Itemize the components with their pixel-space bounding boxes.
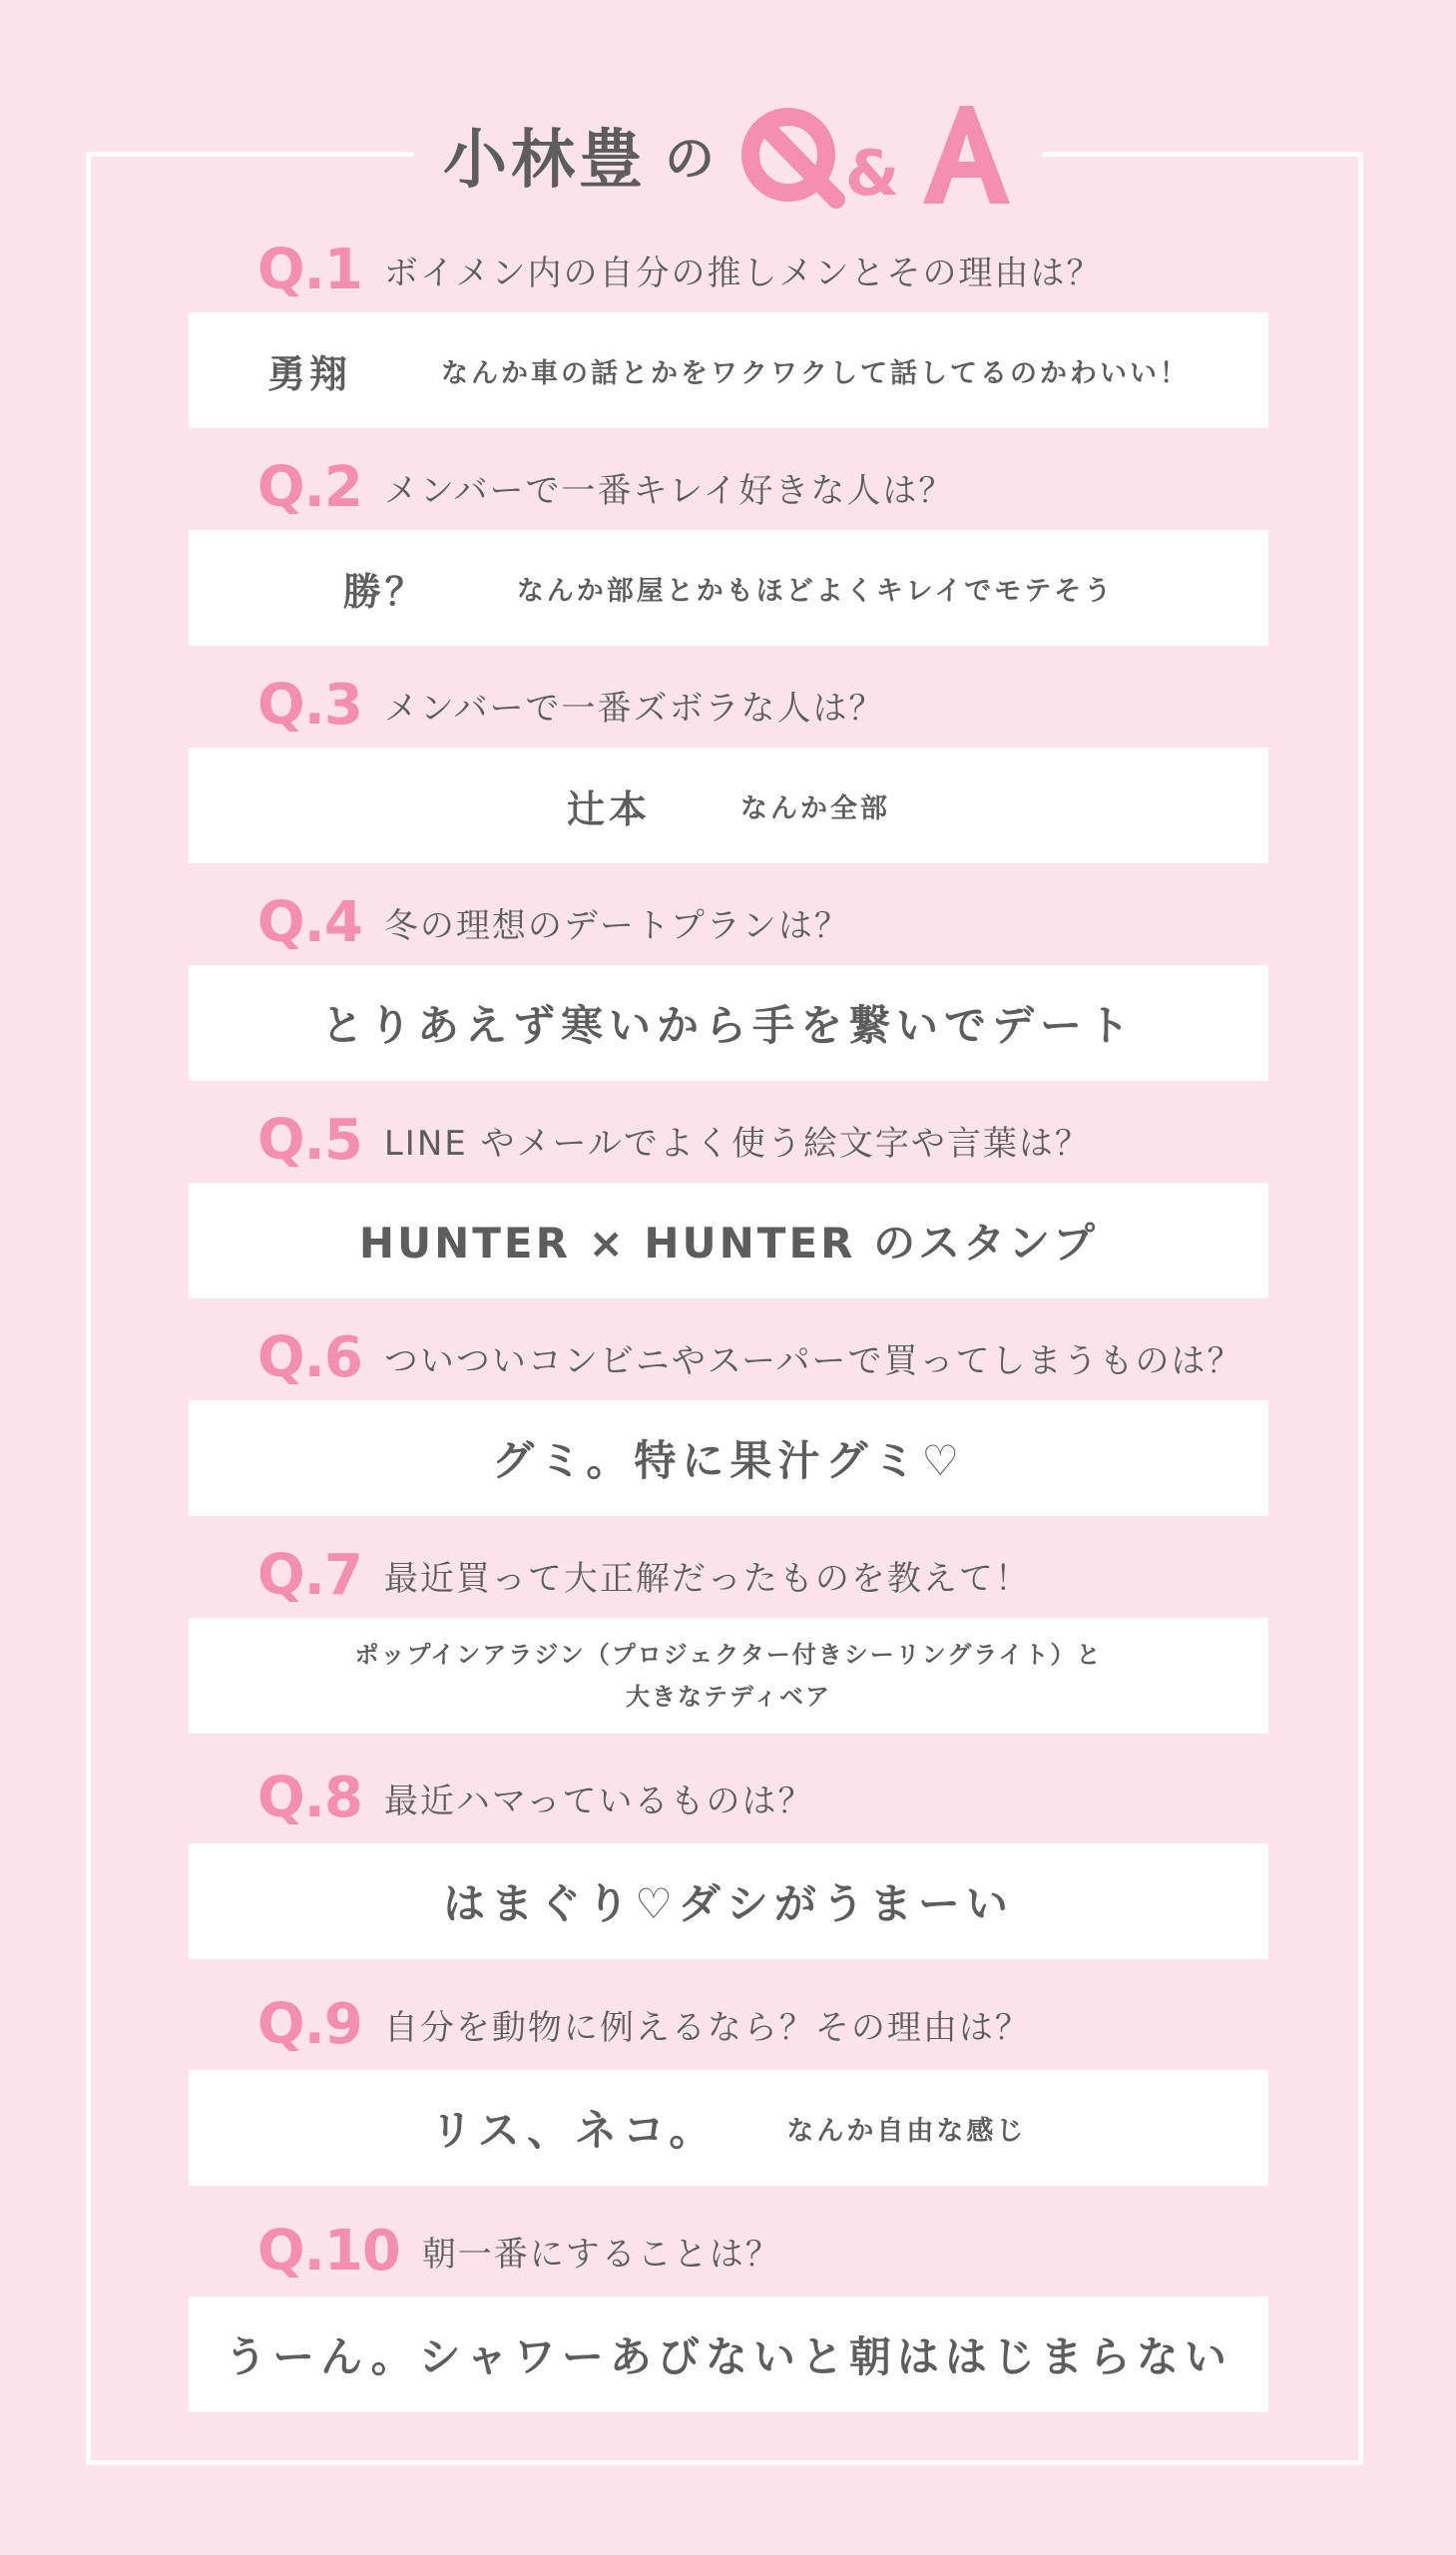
question-number: Q.2 xyxy=(257,454,362,520)
question-6 xyxy=(257,1322,1242,1392)
question-number: Q.10 xyxy=(257,2218,400,2284)
answer-note: なんか全部 xyxy=(740,792,890,824)
question-text: 最近買って大正解だったものを教えて！ xyxy=(383,1558,1031,1599)
answer-8 xyxy=(189,1843,1268,1959)
question-text: 自分を動物に例えるなら？その理由は？ xyxy=(383,2007,1031,2048)
answer-3 xyxy=(189,748,1268,863)
answer-5 xyxy=(189,1183,1268,1298)
svg-text:&: & xyxy=(845,137,900,210)
answer-2 xyxy=(189,530,1268,646)
question-text: LINE やメールでよく使う絵文字や言葉は？ xyxy=(383,1123,1091,1164)
answer-text: はまぐり♡ダシがうまーい xyxy=(443,1879,1014,1928)
header-name: 小林豊 xyxy=(443,124,647,198)
question-text: メンバーで一番キレイ好きな人は？ xyxy=(383,470,955,511)
question-text: 最近ハマっているものは？ xyxy=(383,1781,814,1821)
question-8 xyxy=(257,1763,813,1832)
question-4 xyxy=(257,887,850,957)
header-particle: の xyxy=(665,130,715,188)
question-text: 冬の理想のデートプランは？ xyxy=(383,905,850,946)
question-text: ついついコンビニやスーパーで買ってしまうものは？ xyxy=(383,1340,1243,1381)
answer-text-line2: 大きなテディベア xyxy=(625,1683,832,1711)
answer-6 xyxy=(189,1400,1268,1516)
answer-text: 勇翔 xyxy=(266,351,351,396)
question-number: Q.8 xyxy=(257,1765,362,1830)
answer-text: とりあえず寒いから手を繋いでデート xyxy=(320,1001,1136,1050)
question-2 xyxy=(257,452,954,522)
answer-10 xyxy=(189,2297,1268,2412)
question-text: メンバーで一番ズボラな人は？ xyxy=(383,688,885,729)
question-number: Q.3 xyxy=(257,672,362,738)
answer-4 xyxy=(189,965,1268,1081)
answer-text-line1: ポップインアラジン（プロジェクター付きシーリングライト）と xyxy=(354,1641,1103,1669)
answer-text: 勝？ xyxy=(342,569,427,614)
header-title xyxy=(413,100,1043,210)
question-number: Q.6 xyxy=(257,1324,362,1390)
answer-7 xyxy=(189,1618,1268,1734)
question-number: Q.1 xyxy=(257,237,362,302)
question-number: Q.4 xyxy=(257,889,362,955)
answer-text: HUNTER × HUNTER のスタンプ xyxy=(358,1219,1099,1268)
question-9 xyxy=(257,1989,1031,2059)
question-text: 朝一番にすることは？ xyxy=(421,2234,781,2275)
answer-text: 辻本 xyxy=(566,786,651,831)
question-number: Q.9 xyxy=(257,1991,362,2057)
question-3 xyxy=(257,670,884,740)
answer-1 xyxy=(189,312,1268,428)
question-number: Q.5 xyxy=(257,1107,362,1173)
question-number: Q.7 xyxy=(257,1542,362,1608)
question-text: ボイメン内の自分の推しメンとその理由は？ xyxy=(383,253,1103,293)
qa-logo-icon xyxy=(738,100,1013,210)
question-5 xyxy=(257,1105,1091,1175)
answer-note: なんか車の話とかをワクワクして話してるのかわいい！ xyxy=(441,357,1190,389)
answer-text: グミ。特に果汁グミ♡ xyxy=(492,1436,965,1485)
answer-note: なんか部屋とかもほどよくキレイでモテそう xyxy=(516,575,1115,607)
question-10 xyxy=(257,2216,781,2286)
answer-9 xyxy=(189,2070,1268,2186)
answer-text: リス、ネコ。 xyxy=(430,2106,718,2155)
question-1 xyxy=(257,235,1103,304)
header xyxy=(0,95,1456,215)
answer-text: うーん。シャワーあびないと朝ははじまらない xyxy=(225,2332,1232,2381)
answer-note: なんか自由な感じ xyxy=(786,2115,1027,2147)
question-7 xyxy=(257,1540,1031,1610)
